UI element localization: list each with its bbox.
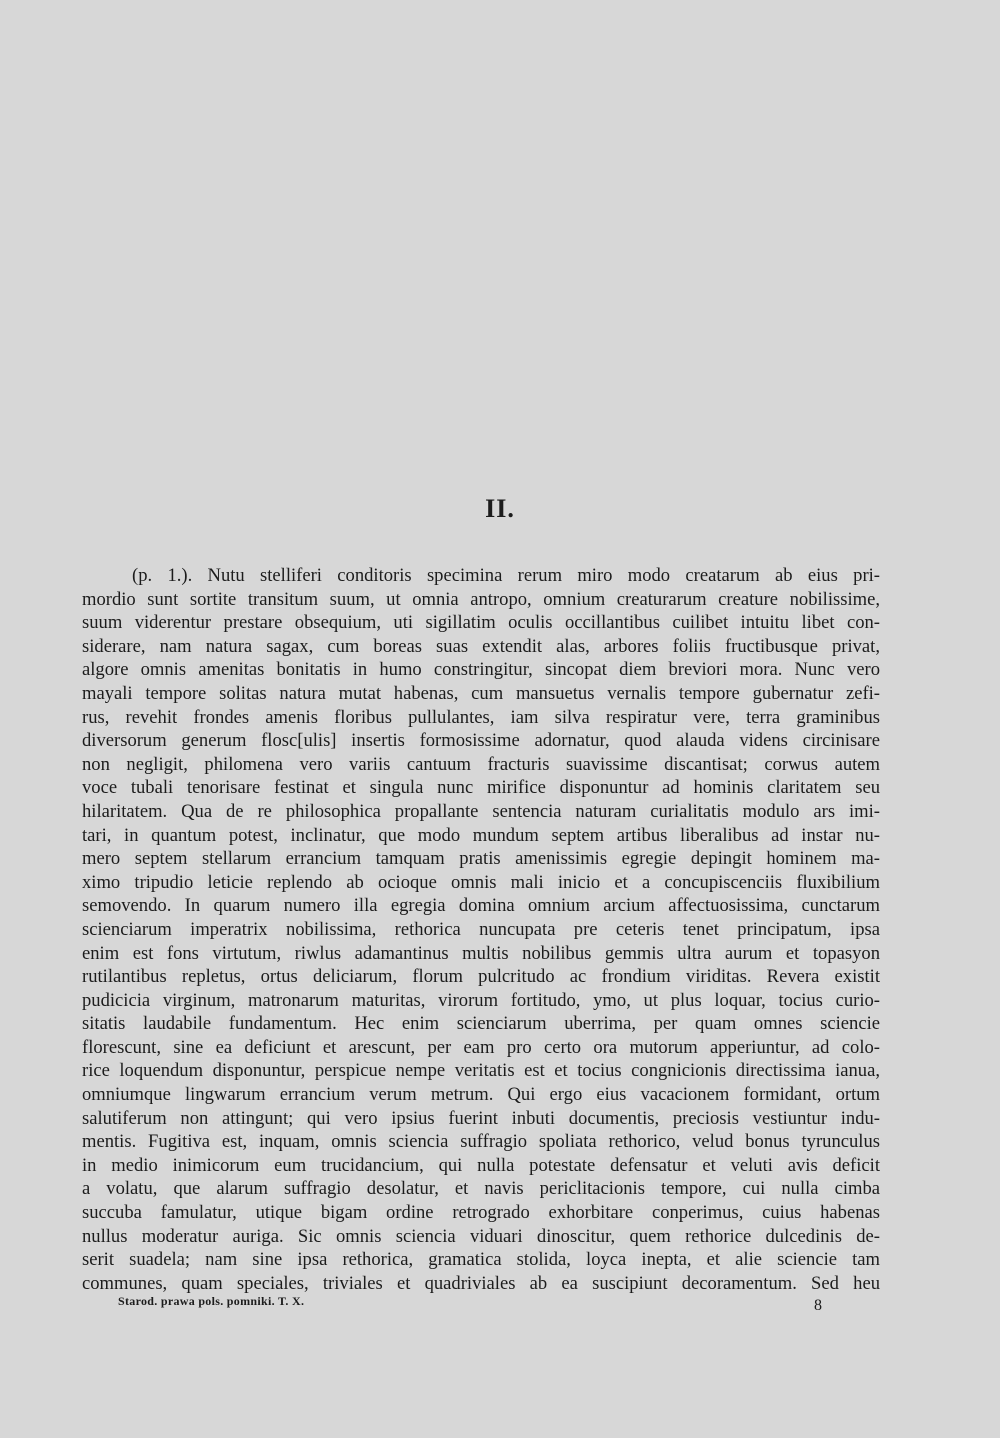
text-line: diversorum generum flosc[ulis] insertis formosissime adornatur, quod alauda videns circinisare	[82, 730, 880, 752]
text-line: enim est fons virtutum, riwlus adamantinus multis nobilibus gemmis ultra aurum et topasyon	[82, 942, 880, 964]
text-line: serit suadela; nam sine ipsa rethorica, gramatica stolida, loyca inepta, et alie sciencie tam	[82, 1249, 880, 1271]
text-line: florescunt, sine ea deficiunt et arescunt, per eam pro certo ora mutorum apperiuntur, ad colo-	[82, 1036, 880, 1058]
text-line: mayali tempore solitas natura mutat habenas, cum mansuetus vernalis tempore gubernatur zefi-	[82, 682, 880, 704]
text-line: rice loquendum disponuntur, perspicue nempe veritatis est et tocius congnicionis directissima ianua,	[82, 1060, 880, 1082]
text-line: (p. 1.). Nutu stelliferi conditoris specimina rerum miro modo creatarum ab eius pri-	[132, 565, 880, 586]
text-line: rutilantibus repletus, ortus deliciarum, florum pulcritudo ac frondium viriditas. Revera existit	[82, 966, 880, 988]
text-line: sitatis laudabile fundamentum. Hec enim scienciarum uberrima, per quam omnes sciencie	[82, 1013, 880, 1035]
text-line: suum viderentur prestare obsequium, uti sigillatim oculis occillantibus cuilibet intuitu libet con-	[82, 612, 880, 634]
body-text	[82, 564, 880, 1295]
text-line: algore omnis amenitas bonitatis in humo constringitur, sincopat diem breviori mora. Nunc vero	[82, 659, 880, 681]
text-line: ximo tripudio leticie replendo ab ocioque omnis mali inicio et a concupiscenciis fluxibilium	[82, 871, 880, 893]
text-line: communes, quam speciales, triviales et quadriviales ab ea suscipiunt decoramentum. Sed heu	[82, 1272, 880, 1294]
text-line: voce tubali tenorisare festinat et singula nunc mirifice disponuntur ad hominis claritatem seu	[82, 777, 880, 799]
text-line: hilaritatem. Qua de re philosophica propallante sentencia naturam curialitatis modulo ars imi-	[82, 800, 880, 822]
text-line: pudicicia virginum, matronarum maturitas, virorum fortitudo, ymo, ut plus loquar, tocius curio-	[82, 989, 880, 1011]
text-line: tari, in quantum potest, inclinatur, que modo mundum septem artibus liberalibus ad instar nu-	[82, 824, 880, 846]
text-line: semovendo. In quarum numero illa egregia domina omnium arcium affectuosissima, cunctarum	[82, 895, 880, 917]
page-number: 8	[814, 1297, 822, 1314]
chapter-heading: II.	[485, 494, 515, 523]
text-line: salutiferum non attingunt; qui vero ipsius fuerint inbuti documentis, preciosis vestiuntur indu-	[82, 1107, 880, 1129]
text-line: a volatu, que alarum suffragio desolatur, et navis periclitacionis tempore, cui nulla cimba	[82, 1178, 880, 1200]
text-line: omniumque lingwarum errancium verum metrum. Qui ergo eius vacacionem formidant, ortum	[82, 1084, 880, 1106]
text-line: succuba famulatur, utique bigam ordine retrogrado exhorbitare conperimus, cuius habenas	[82, 1202, 880, 1224]
footer-source: Starod. prawa pols. pomniki. T. X.	[118, 1294, 305, 1308]
text-line: mordio sunt sortite transitum suum, ut omnia antropo, omnium creaturarum creature nobilissime,	[82, 588, 880, 610]
text-line: siderare, nam natura sagax, cum boreas suas extendit alas, arbores foliis fructibusque privat,	[82, 635, 880, 657]
text-line: scienciarum imperatrix nobilissima, rethorica nuncupata pre ceteris tenet principatum, ipsa	[82, 918, 880, 940]
text-line: non negligit, philomena vero variis cantuum fracturis suavissime discantisat; corwus autem	[82, 753, 880, 775]
text-line: nullus moderatur auriga. Sic omnis sciencia viduari dinoscitur, quem rethorice dulcedinis de-	[82, 1225, 880, 1247]
text-line: mentis. Fugitiva est, inquam, omnis sciencia suffragio spoliata rethorico, velud bonus tyrunculus	[82, 1131, 880, 1153]
text-line: rus, revehit frondes amenis floribus pullulantes, iam silva respiratur vere, terra graminibus	[82, 706, 880, 728]
text-line: mero septem stellarum errancium tamquam pratis amenissimis egregie depingit hominem ma-	[82, 848, 880, 870]
text-line: in medio inimicorum eum trucidancium, qui nulla potestate defensatur et veluti avis deficit	[82, 1154, 880, 1176]
